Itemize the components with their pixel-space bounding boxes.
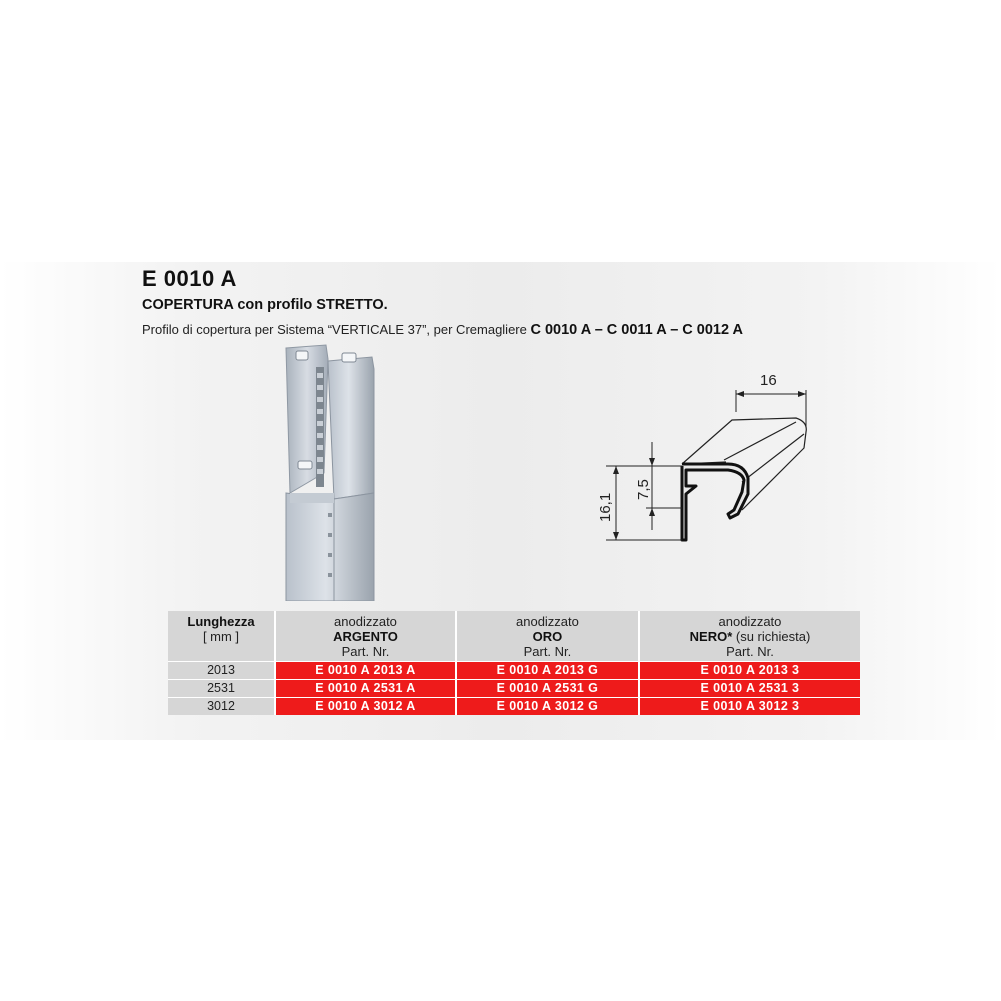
length-column-header xyxy=(168,611,276,661)
part-number-label: Part. Nr. xyxy=(341,644,390,659)
finish-type: anodizzato xyxy=(334,614,397,629)
finish-type: anodizzato xyxy=(516,614,579,629)
finish-color: ORO xyxy=(532,629,563,644)
dimension-inner-height: 7,5 xyxy=(635,479,652,500)
part-number-cell: E 0010 A 3012 A xyxy=(276,697,457,715)
description-text: Profilo di copertura per Sistema “VERTICALE 37”, per Cremagliere xyxy=(142,322,531,337)
part-number-cell: E 0010 A 3012 3 xyxy=(640,697,860,715)
dimension-width: 16 xyxy=(760,372,777,389)
finish-note: (su richiesta) xyxy=(732,629,811,644)
product-description xyxy=(142,322,743,338)
part-number-cell: E 0010 A 2013 A xyxy=(276,661,457,679)
part-number-cell: E 0010 A 2531 A xyxy=(276,679,457,697)
length-cell: 2013 xyxy=(168,661,276,679)
part-number-cell: E 0010 A 3012 G xyxy=(457,697,640,715)
product-code-title: E 0010 A xyxy=(142,266,237,291)
finish-color: NERO* xyxy=(689,629,733,644)
length-cell: 2531 xyxy=(168,679,276,697)
length-header-unit: [ mm ] xyxy=(202,629,240,644)
column-header-oro xyxy=(457,611,640,661)
column-header-nero xyxy=(640,611,860,661)
part-number-cell: E 0010 A 2013 3 xyxy=(640,661,860,679)
finish-color: ARGENTO xyxy=(333,629,398,644)
finish-type: anodizzato xyxy=(718,614,782,629)
product-subtitle: COPERTURA con profilo STRETTO. xyxy=(142,297,388,313)
length-cell: 3012 xyxy=(168,697,276,715)
compatible-rack-codes: C 0010 A – C 0011 A – C 0012 A xyxy=(530,322,744,338)
part-number-table xyxy=(168,611,860,715)
table-row xyxy=(168,679,860,697)
part-number-label: Part. Nr. xyxy=(726,644,774,659)
part-number-label: Part. Nr. xyxy=(523,644,572,659)
table-header-row xyxy=(168,611,860,661)
part-number-cell: E 0010 A 2531 G xyxy=(457,679,640,697)
column-header-argento xyxy=(276,611,457,661)
table-row xyxy=(168,697,860,715)
table-row xyxy=(168,661,860,679)
part-number-cell: E 0010 A 2531 3 xyxy=(640,679,860,697)
length-header-label: Lunghezza xyxy=(187,614,255,629)
dimension-total-height: 16,1 xyxy=(597,492,614,522)
cross-section-drawing xyxy=(596,362,826,547)
profile-rendering-image xyxy=(276,343,386,601)
part-number-cell: E 0010 A 2013 G xyxy=(457,661,640,679)
